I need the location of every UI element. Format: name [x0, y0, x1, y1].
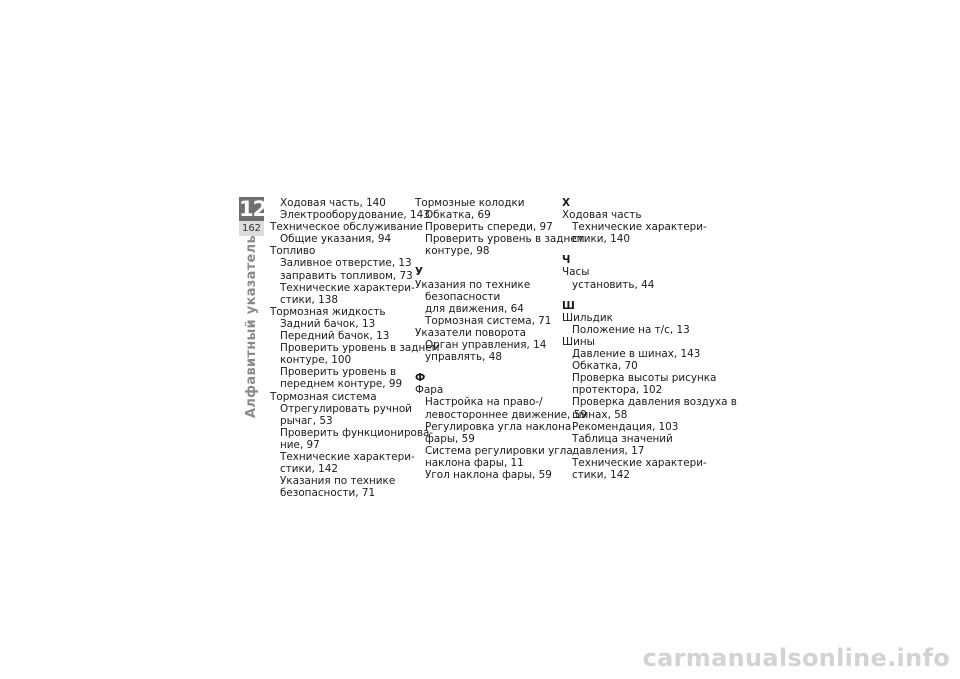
index-term: Шильдик	[562, 311, 613, 324]
index-term: Шины	[562, 335, 595, 348]
index-term: Фара	[415, 384, 444, 397]
index-subentry: Угол наклона фары, 59	[425, 468, 552, 481]
index-subentry: Положение на т/с, 13	[572, 323, 690, 336]
index-letter-heading: Ф	[415, 372, 426, 385]
index-subentry: Настройка на право-/	[425, 396, 543, 409]
index-term: Указания по технике	[415, 278, 531, 291]
index-subentry: заправить топливом, 73	[280, 269, 413, 282]
index-subentry: Проверить спереди, 97	[425, 221, 553, 234]
index-subentry: давления, 17	[572, 444, 645, 457]
index-subentry: безопасности, 71	[280, 487, 376, 500]
index-subentry: Общие указания, 94	[280, 233, 392, 246]
section-title: Алфавитный указатель	[244, 235, 259, 418]
index-subentry: Таблица значений	[572, 432, 673, 445]
index-term: Указатели поворота	[415, 326, 527, 339]
index-subentry: наклона фары, 11	[425, 456, 524, 469]
index-subentry: Проверить уровень в заднем	[425, 233, 585, 246]
chapter-tab	[239, 197, 267, 238]
index-term: Техническое обслуживание	[270, 221, 423, 234]
index-subentry: Регулировка угла наклона	[425, 420, 572, 433]
index-subentry: стики, 140	[572, 233, 630, 246]
index-subentry: Проверить функционирова-	[280, 426, 434, 439]
page-number: 162	[239, 221, 264, 236]
index-term: Ходовая часть	[562, 209, 642, 222]
chapter-number: 12	[239, 197, 267, 221]
index-subentry: шинах, 58	[572, 408, 628, 421]
index-letter-heading: Ч	[562, 254, 571, 267]
index-letter-heading: У	[415, 266, 424, 279]
index-subentry: Отрегулировать ручной	[280, 402, 412, 415]
index-subentry: контуре, 98	[425, 245, 490, 258]
index-subentry: Рекомендация, 103	[572, 420, 679, 433]
index-subentry: Проверить уровень в	[280, 366, 397, 379]
index-subentry: Проверка давления воздуха в	[572, 396, 737, 409]
index-subentry: Ходовая часть, 140	[280, 197, 386, 209]
index-subentry: Заливное отверстие, 13	[280, 257, 412, 270]
watermark: carmanualsonline.info	[642, 644, 950, 672]
index-subentry: Технические характери-	[572, 221, 707, 234]
index-subentry: левостороннее движение, 59	[425, 408, 587, 421]
index-subentry: стики, 142	[280, 463, 338, 476]
index-subentry: для движения, 64	[425, 302, 524, 315]
index-subentry: Электрооборудование, 143	[280, 209, 430, 222]
index-term: Часы	[562, 266, 590, 279]
index-subentry: Система регулировки угла	[425, 444, 573, 457]
index-term: Тормозные колодки	[415, 197, 525, 209]
index-column-3	[562, 197, 737, 481]
index-subentry: переднем контуре, 99	[280, 378, 403, 391]
index-subentry: установить, 44	[572, 278, 655, 291]
index-subentry: рычаг, 53	[280, 414, 333, 427]
index-subentry: управлять, 48	[425, 351, 502, 364]
index-subentry: контуре, 100	[280, 354, 352, 367]
index-subentry: Обкатка, 70	[572, 360, 638, 373]
index-subentry: Технические характери-	[280, 450, 415, 463]
index-term: Топливо	[270, 245, 316, 258]
index-subentry: стики, 138	[280, 293, 338, 306]
index-subentry: стики, 142	[572, 468, 630, 481]
index-subentry: фары, 59	[425, 432, 475, 445]
index-subentry: Передний бачок, 13	[280, 330, 390, 343]
index-subentry: Проверка высоты рисунка	[572, 372, 717, 385]
index-subentry: Обкатка, 69	[425, 209, 491, 222]
index-subentry: Давление в шинах, 143	[572, 348, 701, 361]
index-subentry: Технические характери-	[280, 281, 415, 294]
index-subentry: Проверить уровень в заднем	[280, 342, 440, 355]
index-term: Тормозная жидкость	[270, 305, 386, 318]
index-subentry: Орган управления, 14	[425, 339, 547, 352]
index-letter-heading: Ш	[562, 299, 575, 312]
index-subentry: Технические характери-	[572, 456, 707, 469]
index-subentry: Тормозная система, 71	[425, 314, 552, 327]
index-term: Тормозная система	[270, 390, 377, 403]
index-subentry: протектора, 102	[572, 384, 663, 397]
index-subentry: Задний бачок, 13	[280, 317, 376, 330]
index-subentry: безопасности	[425, 290, 501, 303]
index-letter-heading: Х	[562, 197, 571, 209]
index-subentry: ние, 97	[280, 438, 320, 451]
index-subentry: Указания по технике	[280, 475, 396, 488]
